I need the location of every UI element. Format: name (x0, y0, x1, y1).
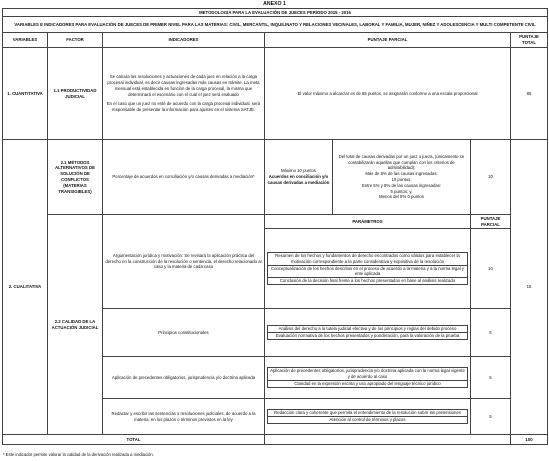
param-constitutional-1: Análisis del derecho a la tutela judicial efectiva y de los principios y reglas del debido proceso (268, 326, 468, 333)
param-argumentation-1: Resumen de los hechos y fundamentos de derecho encontrados como válidos para establecer la motivación correspondiente a la parte considerativa y expositiva de la resolución (268, 253, 468, 266)
param-constitutional-2: Evaluación normativa de los hechos presentados y ponderación, para la valoración de la prueba (268, 333, 468, 340)
indicator-productivity-p2: En el caso que un juez no esté de acuerdo con la carga procesal individual, será responsable de presentar la información para ajustes en el sistema SATJE. (106, 101, 261, 113)
partial-productivity: El valor máximo a alcanzar es de 85 puntos, se asignarán conforme a una escala proporcional (265, 48, 511, 140)
methodology-title: METODOLOGÍA PARA LA EVALUACIÓN DE JUECES PERÍODO 2015 - 2016 (3, 9, 548, 17)
masc-scale-high: Más de 8% de las causas ingresadas: (365, 171, 438, 177)
masc-scale (333, 140, 471, 215)
indicator-drafting: Redactar y escribir las sentencias o resoluciones judiciales, de acuerdo a la materia, en los plazos o términos previstos en la ley (103, 399, 265, 435)
indicator-productivity (103, 48, 265, 140)
masc-scale-mid: Entre 5% y 8% de las causas ingresadas: (361, 182, 442, 188)
header-total-score: PUNTAJE TOTAL (511, 33, 548, 48)
indicator-masc: Porcentaje de acuerdos en conciliación y/o causas derivadas a mediación* (103, 140, 265, 215)
masc-scale-intro: Del total de causas derivadas por un juez o jueza, (únicamente se contabilizarán aquellas que cumplan con los criterios de admisibilidad): (338, 153, 465, 171)
param-drafting-2: Atención al control de términos y plazos (268, 417, 468, 424)
header-partial-score-short: PUNTAJE PARCIAL (471, 215, 511, 229)
score-drafting: 5 (471, 399, 511, 435)
factor-masc: 2.1 MÉTODOS ALTERNATIVOS DE SOLUCIÓN DE CONFLICTOS (MATERIAS TRANSIGIBLES) (48, 140, 103, 215)
header-factor: FACTOR (48, 33, 103, 48)
masc-scale-high-points: 10 puntos; (391, 177, 412, 182)
masc-score: 10 (471, 140, 511, 215)
header-parameters: PARÁMETROS (265, 215, 471, 229)
total-productivity: 85 (511, 48, 548, 140)
factor-judicial-quality: 2.2 CALIDAD DE LA ACTUACIÓN JUDICIAL (48, 215, 103, 435)
indicator-productivity-p1: Se calcula las resoluciones y actuaciones de cada juez en relación a la carga procesal individual, es decir causas ingresadas más causas en trámite. La meta mensual está establecida en función de la carga procesal, la misma que determinará el escenario con el cual el juez será evaluado (107, 74, 260, 97)
masc-scale-mid-points: 5 puntos; y, (390, 188, 413, 194)
total-qualitative: 15 (511, 140, 548, 435)
param-drafting-1: Redacción clara y coherente que permita el entendimiento de la resolución sobre las pretensiones (268, 410, 468, 417)
params-drafting (265, 399, 471, 435)
indicator-argumentation: Argumentación jurídica y motivación: Se revisará la aplicación práctica del derecho en la construcción de la resolución o sentencia, el derecho relacionado al caso y la materia de cada caso (103, 215, 265, 309)
masc-max-label: Máximo 10 puntos (280, 168, 317, 174)
indicator-precedents: Aplicación de precedentes obligatorios, jurisprudencia y/o doctrina aplicada (103, 357, 265, 399)
masc-scale-low: Menos del 5% 0 puntos (379, 194, 424, 200)
header-partial-score: PUNTAJE PARCIAL (265, 33, 511, 48)
param-precedents-2: Claridad en la expresión escrita y uso apropiado del lenguaje técnico jurídico (268, 380, 468, 387)
variable-quantitative: 1. CUANTITATIVA (3, 48, 48, 140)
total-label: TOTAL (3, 435, 265, 445)
param-argumentation-3: Conclusión de la decisión final frente a los hechos presentados en base al análisis realizado (268, 278, 468, 285)
total-value: 100 (511, 435, 548, 445)
score-precedents: 5 (471, 357, 511, 399)
score-constitutional: 5 (471, 309, 511, 357)
param-precedents-1: Aplicación de precedentes obligatorios, jurisprudencia y/o doctrina aplicada con la norma legal vigente y de acuerdo al caso (268, 368, 468, 381)
methodology-subtitle: VARIABLES E INDICADORES PARA EVALUACIÓN DE JUECES DE PRIMER NIVEL PARA LAS MATERIAS: CIVIL, MERCANTIL, INQUILINATO Y RELACIONES VECINALES, LABORAL Y FAMILIA, MUJER, NIÑEZ Y ADOLESCENCIA Y MULTI COMPETENTE CIVIL (3, 17, 548, 33)
params-argumentation (265, 229, 471, 309)
params-constitutional (265, 309, 471, 357)
param-argumentation-2: Conceptualización de los hechos descritos en el proceso de acuerdo a la materia y a la norma legal y ente aplicada (268, 265, 468, 278)
evaluation-table (2, 8, 548, 445)
indicator-constitutional: Principios constitucionales (103, 309, 265, 357)
params-precedents (265, 357, 471, 399)
masc-max-points (265, 140, 333, 215)
variable-qualitative: 2. CUALITATIVA (3, 140, 48, 435)
footnote: * Este indicador permite valorar la calidad de la derivación realizada a mediación. (3, 452, 154, 457)
masc-max-criteria: Acuerdos en conciliación y/o causas derivadas a mediación (267, 174, 330, 185)
header-indicators: INDICADORES (103, 33, 265, 48)
factor-productivity: 1.1 PRODUCTIVIDAD JUDICIAL (48, 48, 103, 140)
score-argumentation: 10 (471, 229, 511, 309)
header-variables: VARIABLES (3, 33, 48, 48)
annex-label: ANEXO 1 (263, 1, 286, 7)
